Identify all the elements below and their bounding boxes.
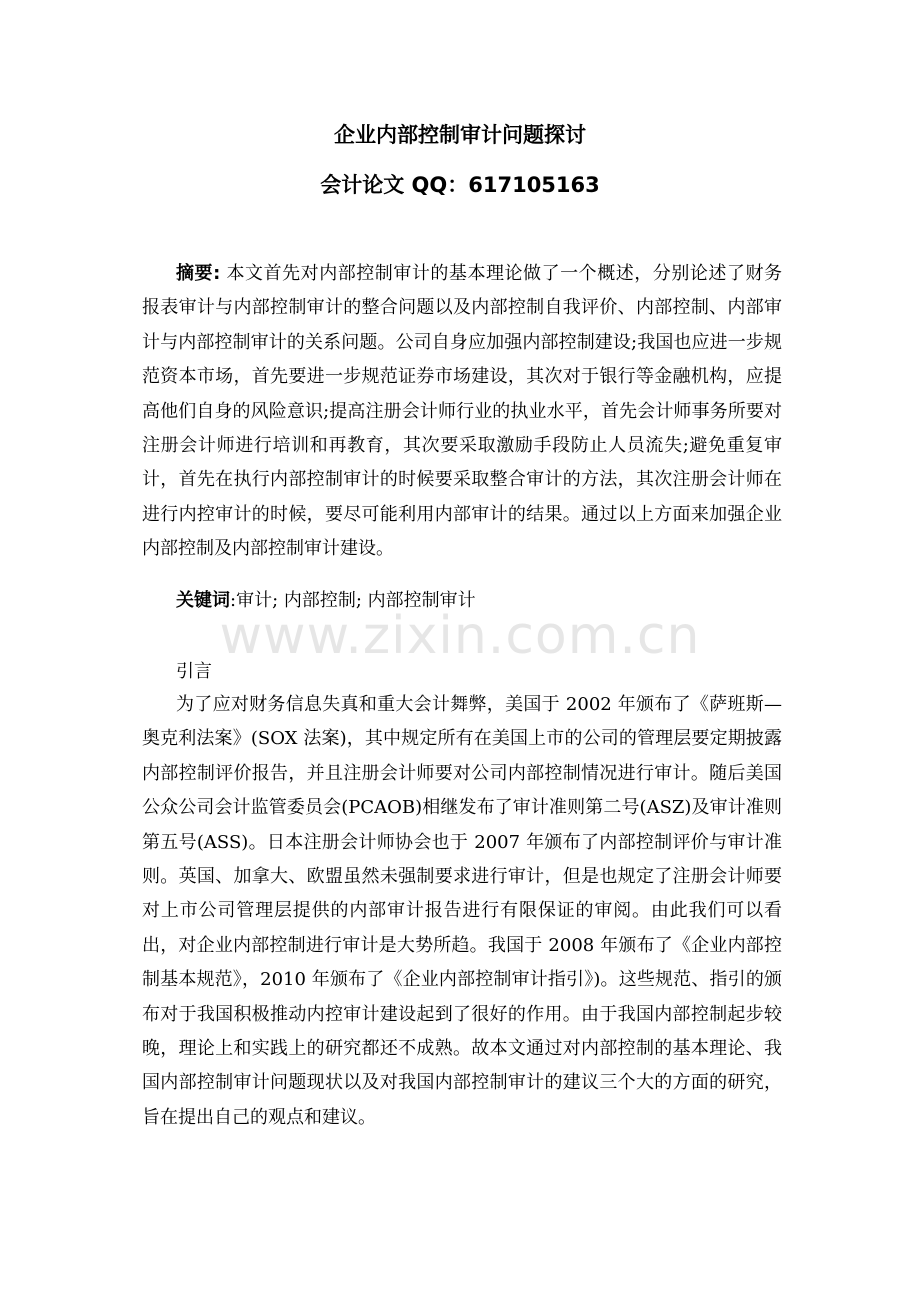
abstract-label: 摘要: (176, 263, 221, 284)
intro-paragraph: 为了应对财务信息失真和重大会计舞弊，美国于 2002 年颁布了《萨班斯—奥克利法案》(SOX 法案)，其中规定所有在美国上市的公司的管理层要定期披露内部控制评价报告，并且注册会计师要对公司内部控制情况进行审计。随后美国公众公司会计监管委员会(PCAOB)相继发布了审计准则第二号(ASZ)及审计准则第五号(ASS)。日本注册会计师协会也于 2007 年颁布了内部控制评价与审计准则。英国、加拿大、欧盟虽然未强制要求进行审计，但是也规定了注册会计师要对上市公司管理层提供的内部审计报告进行有限保证的审阅。由此我们可以看出，对企业内部控制进行审计是大势所趋。我国于 2008 年颁布了《企业内部控制基本规范》，2010 年颁布了《企业内部控制审计指引》)。这些规范、指引的颁布对于我国积极推动内控审计建设起到了很好的作用。由于我国内部控制起步较晚，理论上和实践上的研究都还不成熟。故本文通过对内部控制的基本理论、我国内部控制审计问题现状以及对我国内部控制审计的建议三个大的方面的研究，旨在提出自己的观点和建议。 (142, 694, 782, 1128)
abstract-text: 本文首先对内部控制审计的基本理论做了一个概述，分别论述了财务报表审计与内部控制审计的整合问题以及内部控制自我评价、内部控制、内部审计与内部控制审计的关系问题。公司自身应加强内部控制建设;我国也应进一步规范资本市场，首先要进一步规范证券市场建设，其次对于银行等金融机构，应提高他们自身的风险意识;提高注册会计师行业的执业水平，首先会计师事务所要对注册会计师进行培训和再教育，其次要采取激励手段防止人员流失;避免重复审计，首先在执行内部控制审计的时候要采取整合审计的方法，其次注册会计师在进行内控审计的时候，要尽可能利用内部审计的结果。通过以上方面来加强企业内部控制及内部控制审计建设。 (142, 263, 782, 560)
page-title: 企业内部控制审计问题探讨 (334, 123, 586, 147)
intro-heading: 引言 (176, 661, 212, 682)
keywords-line (176, 586, 476, 616)
abstract-paragraph (142, 257, 782, 567)
page-subtitle: 会计论文 QQ：617105163 (320, 173, 600, 197)
keywords-text: :审计; 内部控制; 内部控制审计 (230, 590, 476, 611)
keywords-label: 关键词 (176, 590, 230, 611)
watermark: www.zixin.com.cn (219, 606, 701, 666)
